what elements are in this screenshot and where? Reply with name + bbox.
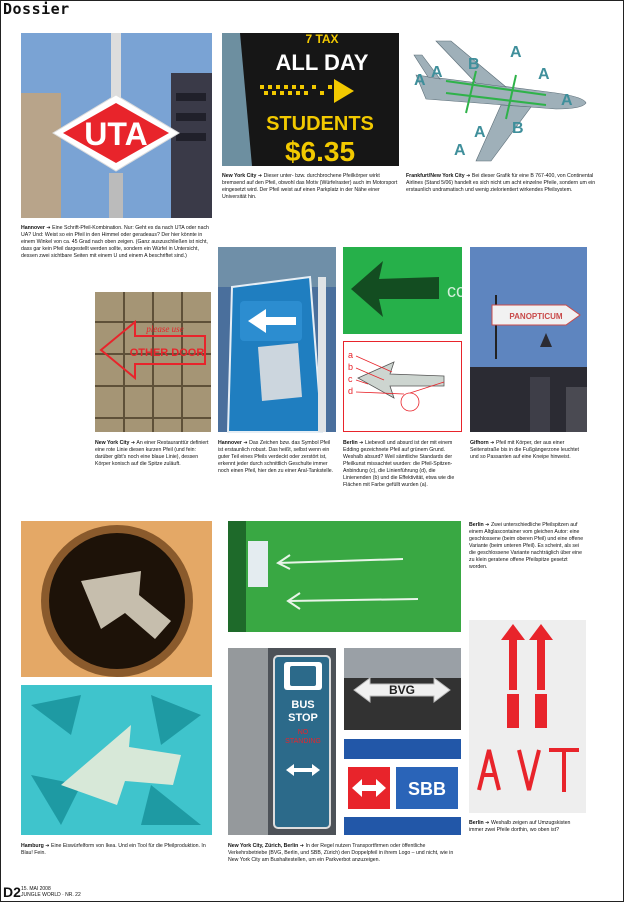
photo-ice-cube-glass [21, 521, 212, 677]
students-text: STUDENTS [266, 113, 374, 135]
svg-text:SBB: SBB [407, 779, 447, 799]
svg-text:OTHER DOOR: OTHER DOOR [129, 347, 205, 359]
photo-bvg-bus [344, 648, 461, 730]
diagram-abcd [343, 341, 462, 432]
caption-5: Hannover ➜ Das Zeichen bzw. das Symbol Pfeil ist erstaunlich robust. Das heißt, selbst wenn ein guter Teil eines Pfeils verdeckt oder zerstört ist, erkennt jeder durch schnittlich Geschulte immer noch einen Pfeil, hier den zu einer Aral-Tankstelle. [218, 440, 334, 474]
footer-date: 15. MAI 2008 [21, 886, 51, 892]
all-day-text: ALL DAY [275, 50, 369, 75]
caption-4: New York City ➜ An einer Restauranttür definiert eine rote Linie diesen kurzen Pfeil (und fein: darüber gibt's noch eine blaue Linie), dessen Körper konisch auf die Spitze zuläuft. [95, 440, 209, 467]
svg-text:c: c [348, 374, 353, 384]
caption-8: Berlin ➜ Zwei unterschiedliche Pfeilspitzen auf einem Altglascontainer vom gleichen Autor: eine geschlossene (beim oberen Pfeil) und eine offene Variante (beim unteren Pfeil). Es scheint, als sei die geschlossene Variante nachträglich über eine zu klein geratene offene Pfeilspitze gesetzt worden. [469, 522, 584, 570]
svg-text:d: d [348, 386, 354, 396]
svg-text:b: b [348, 362, 354, 372]
photo-blue-ice-tray [21, 685, 212, 835]
caption-9: Hamburg ➜ Eine Eiswürfelform von Ikea. Und ein Tool für die Pfeilproduktion. In Blau! Fein. [21, 843, 206, 856]
svg-text:A: A [538, 66, 550, 83]
page-number: D2 [3, 884, 21, 900]
svg-text:BVG: BVG [388, 683, 416, 697]
svg-text:STANDING: STANDING [285, 738, 321, 745]
svg-text:A: A [510, 44, 522, 61]
svg-text:STOP: STOP [288, 712, 318, 724]
caption-3: Frankfurt/New York City ➜ Bei dieser Grafik für eine B 767-400, von Continental Airlines (Stand 5/06) handelt es sich nicht um acht einzelne Pfeile, sondern um ein erstaunlich undramatisch und wenig zielorientiert wirkendes Pfeilsystem. [406, 173, 596, 193]
svg-text:A: A [474, 124, 486, 141]
svg-text:cc: cc [447, 281, 465, 301]
photo-aral-sign [218, 247, 336, 432]
price-text: $6.35 [284, 136, 356, 167]
uta-sign-text: UTA [84, 116, 148, 152]
diagram-boeing-arrows [406, 33, 596, 168]
svg-text:BUS: BUS [291, 699, 315, 711]
svg-text:a: a [348, 350, 354, 360]
svg-text:A: A [414, 72, 426, 89]
students-top-text: 7 TAX [305, 32, 339, 46]
footer-meta [21, 886, 81, 898]
photo-uta-sign [21, 33, 212, 218]
photo-other-door [95, 292, 211, 432]
photo-sbb-logo [344, 739, 461, 835]
photo-panopticum [470, 247, 587, 432]
caption-11: Berlin ➜ Weshalb zeigen auf Umzugskisten immer zwei Pfeile dorthin, wo oben ist? [469, 820, 571, 833]
photo-green-container [228, 521, 461, 632]
svg-text:B: B [512, 120, 524, 137]
photo-bus-stop [228, 648, 336, 835]
caption-1: Hannover ➜ Eine Schrift-Pfeil-Kombination. Nur: Geht es da nach UTA oder nach UA? Und: Weist so ein Pfeil in den Himmel oder geradeaus? Der hier könnte in einem Winkel von ca. 45 Grad nach oben zeigen. (Ganz auszuschließen ist nicht, dass gar kein Pfeil dargestellt werden sollte, sondern ein Würfel in Untersicht, dessen zwei sichtbare Seiten mit einem U und einem A beschriftet sind.) [21, 225, 209, 259]
section-title: Dossier [3, 0, 70, 18]
caption-2: New York City ➜ Dieser unter- bzw. durchbrochene Pfeilkörper wirkt bremsend auf den Pfeil, obwohl das Motiv (Würfelraster) auch im Motorsport eingesetzt wird. Der Pfeil weist auf einen Parkplatz in der Nähe einer Universität hin. [222, 173, 398, 200]
footer-publication: JUNGLE WORLD · NR. 22 [21, 892, 81, 898]
caption-6: Berlin ➜ Liebevoll und absurd ist der mit einem Edding gezeichnete Pfeil auf grünem Grund. Weshalb absurd? Weil sämtliche Standards der Pfeilkunst missachtet wurden: die Pfeil-Spitzen-Anbindung (c), die Linienführung (d), die Linienenden (b) und die Effektivität, etwa wie die Flächen mit Farbe gefüllt wurden (a). [343, 440, 455, 488]
photo-moving-box [469, 620, 586, 813]
svg-text:A: A [431, 64, 443, 81]
photo-nyc-students [222, 33, 399, 166]
svg-text:PANOPTICUM: PANOPTICUM [509, 312, 563, 321]
svg-text:NO: NO [297, 729, 309, 736]
svg-text:B: B [468, 56, 480, 73]
caption-10: New York City, Zürich, Berlin ➜ In der Regel nutzen Transportfirmen oder öffentliche Verkehrsbetriebe (BVG, Berlin, und SBB, Zürich) den Doppelpfeil in ihrem Logo – und nicht, wie in New York City am Bushaltestellen, um ein Parkverbot anzuzeigen. [228, 843, 454, 863]
svg-text:please use: please use [146, 324, 184, 334]
photo-green-arrow [343, 247, 465, 334]
caption-7: Gifhorn ➜ Pfeil mit Körper, der aus einer Seitenstraße bis in die Fußgängerzone leuchtet und so Passanten auf eine Kneipe hinweist. [470, 440, 580, 460]
svg-text:A: A [454, 142, 466, 159]
svg-text:A: A [561, 92, 573, 109]
